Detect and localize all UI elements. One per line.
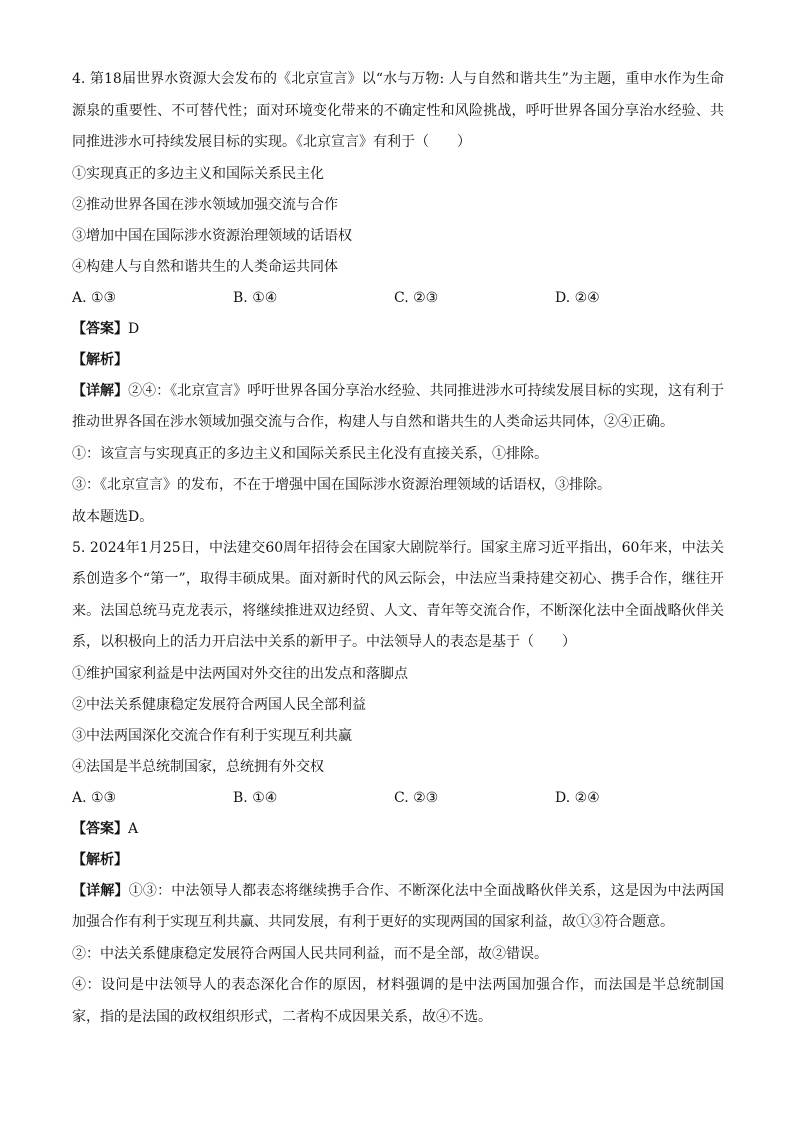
choice-item: ①维护国家利益是中法两国对外交往的出发点和落脚点 [72,665,408,682]
option-d: D. ②④ [555,789,600,806]
question-5 [72,533,724,1034]
options-row [72,783,724,814]
choice-item: ②中法关系健康稳定发展符合两国人民全部利益 [72,696,366,713]
detail-tag: 【详解】 [72,382,129,399]
detail-item: ①：该宣言与实现真正的多边主义和国际关系民主化没有直接关系，①排除。 [72,445,548,462]
answer-line [72,314,724,345]
choice-item: ③中法两国深化交流合作有利于实现互利共赢 [72,727,352,744]
choice-item: ③增加中国在国际涉水资源治理领域的话语权 [72,227,352,244]
question-stem: 5. 2024年1月25日，中法建交60周年招待会在国家大剧院举行。国家主席习近平指出，60年来，中法关系创造多个“第一”，取得丰硕成果。面对新时代的风云际会，中法应当秉持建交初心、携手合作，继往开来。法国总统马克龙表示，将继续推进双边经贸、人文、青年等交流合作，不断深化法中全面战略伙伴关系，以积极向上的活力开启法中关系的新甲子。中法领导人的表态是基于（ ） [72,539,724,650]
options-row [72,283,724,314]
question-4 [72,64,724,533]
detail-paragraph [72,376,724,439]
analysis-line [72,845,724,876]
choice-item: ①实现真正的多边主义和国际关系民主化 [72,165,324,182]
answer-tag: 【答案】 [72,320,128,337]
answer-value: A [128,820,139,837]
choice-item: ②推动世界各国在涉水领域加强交流与合作 [72,196,338,213]
answer-tag: 【答案】 [72,820,128,837]
detail-main: ①③：中法领导人都表态将继续携手合作、不断深化法中全面战略伙伴关系，这是因为中法两国加强合作有利于实现互利共赢、共同发展，有利于更好的实现两国的国家利益，故①③符合题意。 [72,882,724,930]
analysis-line [72,345,724,376]
detail-item: ③：《北京宣言》的发布，不在于增强中国在国际涉水资源治理领域的话语权，③排除。 [72,477,611,493]
choice-item: ④构建人与自然和谐共生的人类命运共同体 [72,258,338,275]
answer-value: D [128,320,140,337]
detail-item: ②：中法关系健康稳定发展符合两国人民共同利益，而不是全部，故②错误。 [72,945,548,962]
option-a: A. ①③ [72,289,117,306]
option-a: A. ①③ [72,789,117,806]
detail-item: ④：设问是中法领导人的表态深化合作的原因，材料强调的是中法两国加强合作，而法国是半总统制国家，指的是法国的政权组织形式，二者构不成因果关系，故④不选。 [72,977,724,1025]
option-c: C. ②③ [394,789,439,806]
detail-paragraph [72,876,724,939]
question-stem: 4. 第18届世界水资源大会发布的《北京宣言》以“水与万物: 人与自然和谐共生”为主题，重申水作为生命源泉的重要性、不可替代性；面对环境变化带来的不确定性和风险挑战，呼吁世界各国分享治水经验、共同推进涉水可持续发展目标的实现。《北京宣言》有利于（ ） [72,71,724,150]
option-c: C. ②③ [394,289,439,306]
analysis-tag: 【解析】 [72,851,128,868]
option-d: D. ②④ [555,289,600,306]
option-b: B. ①④ [233,289,278,306]
choice-item: ④法国是半总统制国家，总统拥有外交权 [72,758,324,775]
detail-main: ②④：《北京宣言》呼吁世界各国分享治水经验、共同推进涉水可持续发展目标的实现，这有利于推动世界各国在涉水领域加强交流与合作，构建人与自然和谐共生的人类命运共同体，②④正确。 [72,382,724,430]
option-b: B. ①④ [233,789,278,806]
detail-tag: 【详解】 [72,882,129,899]
conclusion: 故本题选D。 [72,508,154,525]
answer-line [72,814,724,845]
analysis-tag: 【解析】 [72,351,128,368]
